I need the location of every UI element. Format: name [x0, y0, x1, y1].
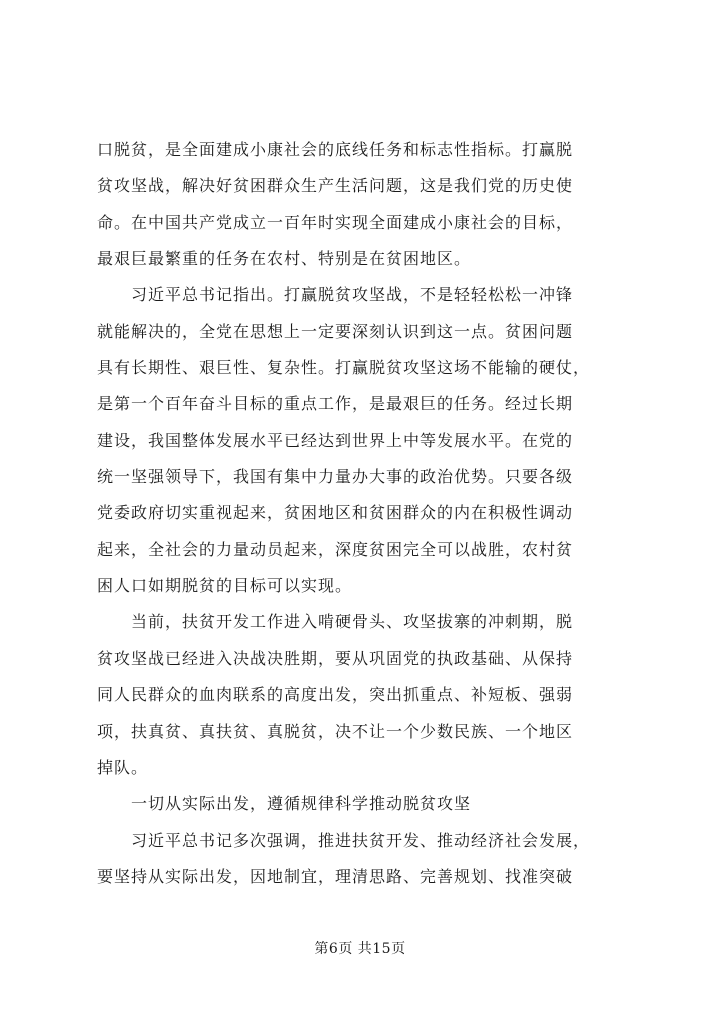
- text-line: 是第一个百年奋斗目标的重点工作，是最艰巨的任务。经过长期: [97, 394, 574, 414]
- paragraph: [97, 786, 597, 822]
- text-line: 掉队。: [97, 757, 149, 777]
- text-line: 贫攻坚战，解决好贫困群众生产生活问题，这是我们党的历史使: [97, 176, 574, 196]
- paragraph: [97, 277, 597, 604]
- text-line: 党委政府切实重视起来，贫困地区和贫困群众的内在积极性调动: [97, 503, 574, 523]
- paragraph: [97, 604, 597, 786]
- document-body: [97, 132, 597, 895]
- text-line: 当前，扶贫开发工作进入啃硬骨头、攻坚拔寨的冲刺期，脱: [131, 612, 574, 632]
- page-footer: 第6页 共15页: [314, 941, 406, 957]
- text-line: 贫攻坚战已经进入决战决胜期，要从巩固党的执政基础、从保持: [97, 648, 574, 668]
- text-line: 习近平总书记指出。打赢脱贫攻坚战，不是轻轻松松一冲锋: [131, 285, 574, 305]
- text-line: 口脱贫，是全面建成小康社会的底线任务和标志性指标。打赢脱: [97, 140, 574, 159]
- text-line: 同人民群众的血肉联系的高度出发，突出抓重点、补短板、强弱: [97, 685, 574, 705]
- text-line: 命。在中国共产党成立一百年时实现全面建成小康社会的目标，: [97, 212, 574, 232]
- text-line: 具有长期性、艰巨性、复杂性。打赢脱贫攻坚这场不能输的硬仗，: [97, 358, 591, 378]
- text-line: 起来，全社会的力量动员起来，深度贫困完全可以战胜，农村贫: [97, 539, 574, 559]
- text-line: 要坚持从实际出发，因地制宜，理清思路、完善规划、找准突破: [97, 866, 574, 886]
- text-line: 最艰巨最繁重的任务在农村、特别是在贫困地区。: [97, 249, 472, 269]
- text-line: 困人口如期脱贫的目标可以实现。: [97, 576, 353, 596]
- paragraph: [97, 823, 597, 896]
- paragraph: [97, 132, 597, 277]
- text-line: 统一坚强领导下，我国有集中力量办大事的政治优势。只要各级: [97, 467, 574, 487]
- text-line: 项，扶真贫、真扶贫、真脱贫，决不让一个少数民族、一个地区: [97, 721, 574, 741]
- text-line: 一切从实际出发，遵循规律科学推动脱贫攻坚: [131, 794, 472, 814]
- text-line: 建设，我国整体发展水平已经达到世界上中等发展水平。在党的: [97, 430, 574, 450]
- text-line: 就能解决的，全党在思想上一定要深刻认识到这一点。贫困问题: [97, 321, 574, 341]
- text-line: 习近平总书记多次强调，推进扶贫开发、推动经济社会发展，: [131, 830, 591, 850]
